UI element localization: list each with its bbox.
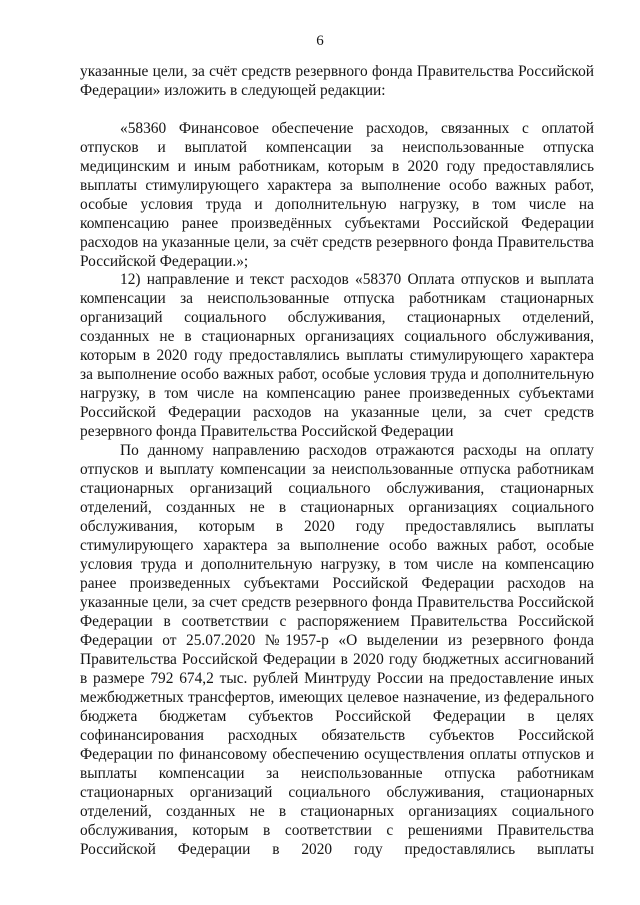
text-line: Правительства Российской Федерации в 2020 году бюджетных ассигнований [80, 651, 594, 668]
text-line: отделений, созданных не в стационарных организациях социального [80, 803, 594, 820]
text-line: Российской Федерации расходов на указанные цели, за счет средств [80, 404, 594, 421]
text-line: медицинским и иным работникам, которым в 2020 году предоставлялись [80, 158, 594, 175]
text-line: «58360 Финансовое обеспечение расходов, связанных с оплатой [120, 120, 594, 137]
body-paragraph [80, 441, 594, 859]
text-line: стационарных организаций социального обслуживания, стационарных [80, 480, 594, 497]
text-line: указанные цели, за счет средств резервного фонда Правительства Российской [80, 594, 594, 611]
text-line: резервного фонда Правительства Российской Федерации [80, 423, 454, 440]
text-line: отпусков и выплату компенсации за неиспользованные отпуска работникам [80, 461, 594, 478]
text-line: ранее произведенных субъектами Российской Федерации расходов на [80, 575, 594, 592]
text-line: Федерации от 25.07.2020 №1957-р «О выделении из резервного фонда [80, 632, 594, 649]
text-line: Российской Федерации.»; [80, 253, 249, 270]
text-line: указанные цели, за счёт средств резервного фонда Правительства Российской [80, 63, 594, 80]
text-line: созданных не в стационарных организациях социального обслуживания, [80, 328, 594, 345]
text-line: выплаты стимулирующего характера за выполнение особо важных работ, [80, 177, 594, 194]
text-line: бюджета бюджетам субъектов Российской Федерации в целях [80, 708, 594, 725]
text-line: особые условия труда и дополнительную нагрузку, в том числе на [80, 196, 594, 213]
text-line: условия труда и дополнительную нагрузку, в том числе на компенсацию [80, 556, 594, 573]
text-line: отделений, созданных не в стационарных организациях социального [80, 499, 594, 516]
text-line: выплаты компенсации за неиспользованные отпуска работникам [80, 765, 594, 782]
item-12-paragraph [80, 270, 594, 441]
text-line: расходов на указанные цели, за счёт средств резервного фонда Правительства [80, 234, 594, 251]
text-line: нагрузку, в том числе на компенсацию ранее произведенных субъектами [80, 385, 594, 402]
text-line: за выполнение особо важных работ, особые условия труда и дополнительную [80, 366, 594, 383]
text-line: обслуживания, которым в 2020 году предоставлялись выплаты [80, 518, 594, 535]
text-line: Российской Федерации в 2020 году предоставлялись выплаты [80, 841, 594, 858]
text-line: Федерации по финансовому обеспечению осуществления оплаты отпусков и [80, 746, 594, 763]
text-line: стимулирующего характера за выполнение особо важных работ, особые [80, 537, 594, 554]
text-line: По данному направлению расходов отражаются расходы на оплату [120, 442, 594, 459]
quoted-definition-58360 [80, 119, 594, 271]
text-line: Федерации» изложить в следующей редакции: [80, 82, 386, 99]
text-line: Федерации в соответствии с распоряжением Правительства Российской [80, 613, 594, 630]
text-line: компенсацию ранее произведённых субъектами Российской Федерации [80, 215, 594, 232]
text-line: обслуживания, которым в соответствии с решениями Правительства [80, 822, 594, 839]
text-line: стационарных организаций социального обслуживания, стационарных [80, 784, 594, 801]
text-line: софинансирования расходных обязательств субъектов Российской [80, 727, 594, 744]
text-line: организаций социального обслуживания, стационарных отделений, [80, 309, 594, 326]
text-line: которым в 2020 году предоставлялись выплаты стимулирующего характера [80, 347, 594, 364]
page-number: 6 [316, 33, 324, 49]
text-line: в размере 792 674,2 тыс. рублей Минтруду России на предоставление иных [80, 670, 594, 687]
text-line: межбюджетных трансфертов, имеющих целевое назначение, из федерального [80, 689, 594, 706]
text-line: отпусков и выплатой компенсации за неиспользованные отпуска [80, 139, 594, 156]
intro-paragraph [80, 62, 594, 100]
text-line: компенсации за неиспользованные отпуска работникам стационарных [80, 290, 594, 307]
text-line: 12) направление и текст расходов «58370 Оплата отпусков и выплата [120, 271, 594, 288]
